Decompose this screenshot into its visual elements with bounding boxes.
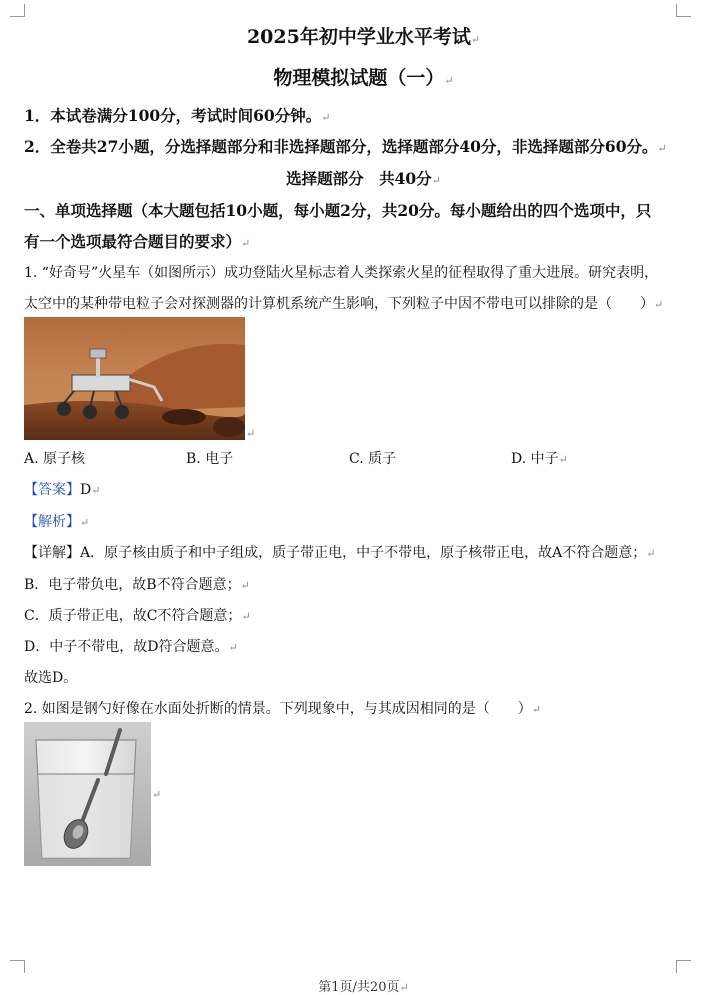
paragraph-mark: ↵: [444, 74, 454, 87]
paragraph-mark: ↵: [470, 33, 481, 46]
crop-mark-top-left: [10, 4, 25, 17]
paragraph-mark: ↵: [240, 579, 250, 592]
paragraph-mark: ↵: [80, 516, 90, 529]
exam-subtitle: 物理模拟试题（一）↵: [273, 67, 454, 89]
q2-stem: 2. 如图是钢勺好像在水面处折断的情景。下列现象中，与其成因相同的是（ ）↵: [24, 701, 542, 717]
q1-detail-line-c: C．质子带正电，故C不符合题意；↵: [24, 608, 251, 624]
q1-analysis: [24, 511, 89, 531]
crop-mark-bottom-right: [676, 960, 691, 973]
spoon-glass-image: [24, 722, 151, 866]
paragraph-mark: ↵: [228, 641, 238, 654]
paragraph-mark: ↵: [646, 547, 656, 560]
paragraph-mark: ↵: [657, 142, 667, 155]
paragraph-mark: ↵: [531, 703, 542, 716]
instruction-1: 1．本试卷满分100分，考试时间60分钟。↵: [24, 106, 331, 125]
q1-option-d: D. 中子↵: [511, 451, 568, 467]
paragraph-mark: ↵: [152, 788, 162, 801]
exam-title: 2025年初中学业水平考试↵: [246, 26, 481, 48]
paragraph-mark: ↵: [321, 111, 331, 124]
answer-value: D: [80, 482, 92, 498]
page-footer: 第1页/共20页↵: [318, 980, 409, 995]
analysis-label: 【解析】: [24, 514, 80, 530]
section-heading-line-1: 一、单项选择题（本大题包括10小题，每小题2分，共20分。每小题给出的四个选项中，只: [24, 201, 652, 220]
paragraph-mark: ↵: [654, 298, 664, 311]
crop-mark-top-right: [676, 4, 691, 17]
detail-label: 【详解】: [24, 545, 80, 561]
paragraph-mark: ↵: [246, 427, 256, 440]
instruction-2: 2．全卷共27小题，分选择题部分和非选择题部分，选择题部分40分，非选择题部分60分。↵: [24, 137, 667, 156]
q1-answer: [24, 479, 100, 499]
paragraph-mark: ↵: [399, 981, 409, 994]
q1-conclusion: 故选D。: [24, 670, 78, 686]
mars-rover-image: [24, 317, 245, 440]
paragraph-mark: ↵: [241, 237, 251, 250]
section-heading-line-2: 有一个选项最符合题目的要求）↵: [24, 232, 251, 251]
crop-mark-bottom-left: [10, 960, 25, 973]
q1-detail-line-d: D．中子不带电，故D符合题意。↵: [24, 639, 238, 655]
q1-stem-line-1: 1. “好奇号”火星车（如图所示）成功登陆火星标志着人类探索火星的征程取得了重大进展。研究表明，: [24, 265, 659, 281]
answer-label: 【答案】: [24, 482, 80, 498]
q1-detail: 【详解】A．原子核由质子和中子组成，质子带正电，中子不带电，原子核带正电，故A不符合题意；↵: [24, 545, 656, 561]
q1-option-a: A. 原子核: [24, 451, 86, 467]
q1-option-c: C. 质子: [349, 451, 397, 467]
q1-stem-line-2: 太空中的某种带电粒子会对探测器的计算机系统产生影响，下列粒子中因不带电可以排除的是（ ）↵: [24, 296, 664, 312]
paragraph-mark: ↵: [241, 610, 251, 623]
paragraph-mark: ↵: [431, 174, 441, 187]
paragraph-mark: ↵: [558, 453, 568, 466]
q1-option-b: B. 电子: [186, 451, 234, 467]
section-title: 选择题部分 共40分↵: [286, 169, 441, 188]
q1-detail-line-b: B．电子带负电，故B不符合题意；↵: [24, 577, 250, 593]
paragraph-mark: ↵: [91, 484, 101, 497]
